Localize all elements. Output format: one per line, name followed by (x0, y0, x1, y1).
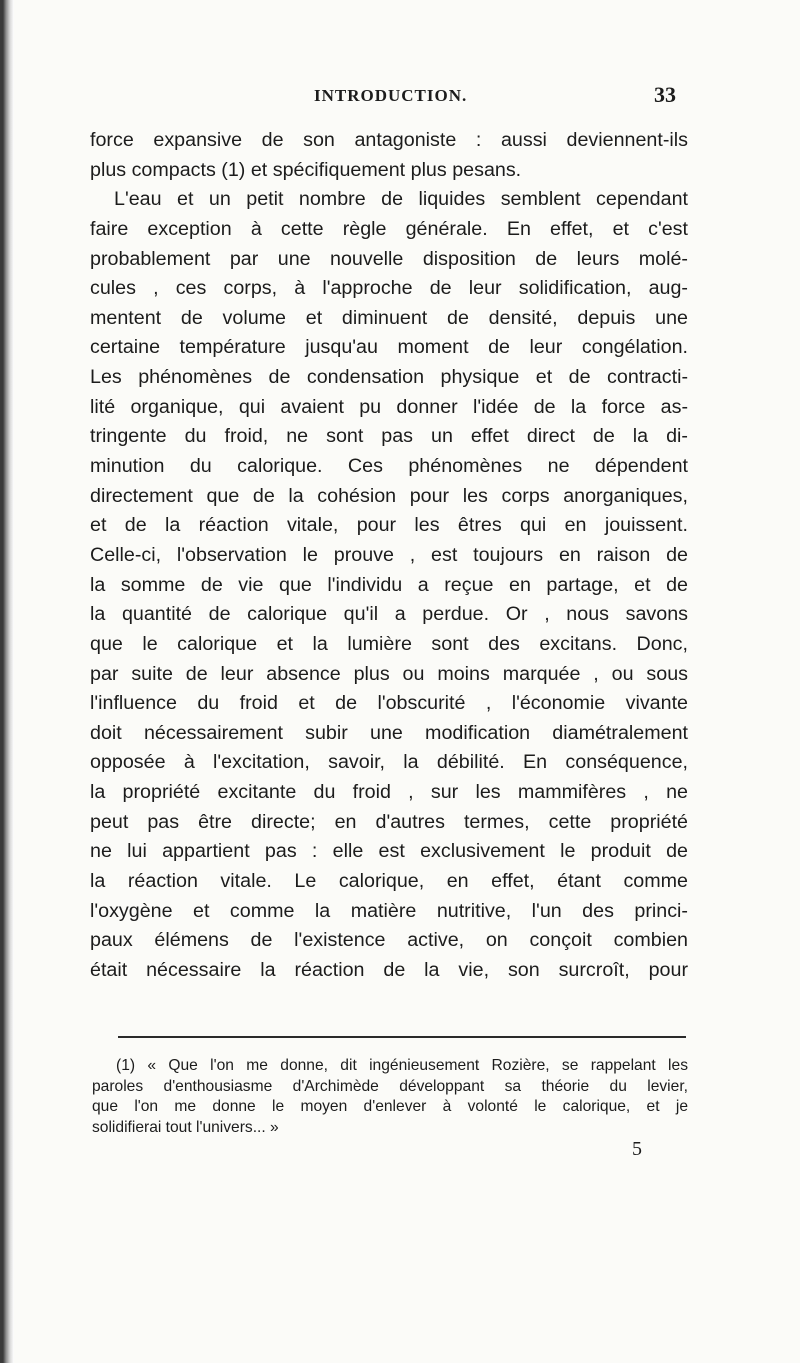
text-line: cules , ces corps, à l'approche de leur solidification, aug- (90, 277, 688, 300)
text-line: la propriété excitante du froid , sur les mammifères , ne (90, 781, 688, 804)
text-line: Les phénomènes de condensation physique et de contracti- (90, 366, 688, 389)
signature-mark: 5 (632, 1138, 642, 1160)
body-text (90, 126, 688, 986)
page-gutter-edge (0, 0, 14, 1363)
text-line: certaine température jusqu'au moment de leur congélation. (90, 336, 688, 359)
text-line: opposée à l'excitation, savoir, la débilité. En conséquence, (90, 751, 688, 774)
running-title: INTRODUCTION. (314, 86, 468, 105)
page-number: 33 (654, 82, 676, 107)
text-line: Celle-ci, l'observation le prouve , est toujours en raison de (90, 543, 688, 566)
text-line: mentent de volume et diminuent de densité, depuis une (90, 306, 688, 329)
text-line: peut pas être directe; en d'autres termes, cette propriété (90, 810, 688, 833)
text-line: force expansive de son antagoniste : aussi deviennent-ils (90, 129, 688, 151)
text-line: par suite de leur absence plus ou moins marquée , ou sous (90, 662, 688, 685)
text-line: doit nécessairement subir une modification diamétralement (90, 721, 688, 744)
running-head (90, 82, 676, 116)
footnote-rule (118, 1036, 686, 1038)
text-line: lité organique, qui avaient pu donner l'idée de la force as- (90, 395, 688, 418)
text-line: directement que de la cohésion pour les corps anorganiques, (90, 484, 688, 507)
text-line: minution du calorique. Ces phénomènes ne dépendent (90, 455, 688, 478)
text-line: que le calorique et la lumière sont des excitans. Donc, (90, 632, 688, 655)
text-line: paux élémens de l'existence active, on conçoit combien (90, 929, 688, 952)
text-line: ne lui appartient pas : elle est exclusivement le produit de (90, 840, 688, 863)
text-line: tringente du froid, ne sont pas un effet direct de la di- (90, 425, 688, 448)
text-line: l'influence du froid et de l'obscurité , l'économie vivante (90, 692, 688, 715)
text-line: l'oxygène et comme la matière nutritive, l'un des princi- (90, 899, 688, 922)
text-line: la quantité de calorique qu'il a perdue. Or , nous savons (90, 603, 688, 626)
text-line: la somme de vie que l'individu a reçue en partage, et de (90, 573, 688, 596)
footnote (92, 1056, 688, 1138)
footnote-line: paroles d'enthousiasme d'Archimède développant sa théorie du levier, (92, 1077, 688, 1095)
footnote-line: solidifierai tout l'univers... » (92, 1118, 279, 1136)
text-line: faire exception à cette règle générale. En effet, et c'est (90, 217, 688, 240)
text-line: L'eau et un petit nombre de liquides semblent cependant (114, 188, 688, 211)
text-line: plus compacts (1) et spécifiquement plus pesans. (90, 158, 522, 181)
text-line: probablement par une nouvelle disposition de leurs molé- (90, 247, 688, 270)
text-line: la réaction vitale. Le calorique, en effet, étant comme (90, 870, 688, 893)
text-line: était nécessaire la réaction de la vie, son surcroît, pour (90, 958, 688, 981)
text-line: et de la réaction vitale, pour les êtres qui en jouissent. (90, 514, 688, 537)
footnote-line: (1) « Que l'on me donne, dit ingénieusement Rozière, se rappelant les (116, 1057, 688, 1074)
footnote-line: que l'on me donne le moyen d'enlever à volonté le calorique, et je (92, 1098, 688, 1115)
